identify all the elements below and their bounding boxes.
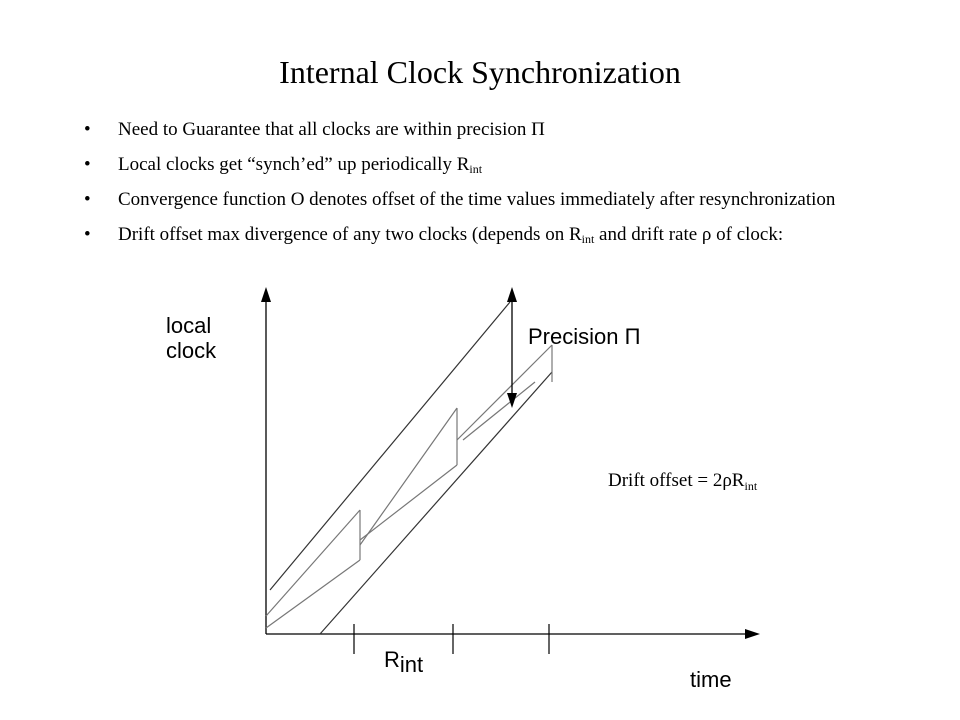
bullet-text: Drift offset max divergence of any two clocks (depends on R: [118, 224, 582, 245]
arrow-down-icon: [507, 393, 517, 408]
arrow-up-icon: [507, 287, 517, 302]
bullet-text: Local clocks get “synch’ed” up periodically R: [118, 154, 470, 175]
clock-trace-1: [266, 510, 360, 616]
bullet-marker: •: [84, 224, 91, 245]
drift-offset-main: Drift offset = 2ρR: [608, 470, 745, 491]
x-axis-label: time: [690, 667, 732, 692]
clock-trace-2: [266, 560, 360, 628]
bullet-subscript: int: [469, 162, 483, 176]
upper-bound-line: [270, 302, 510, 590]
bullet-marker: •: [84, 189, 91, 210]
bullet-text-after: and drift rate ρ of clock:: [594, 224, 784, 245]
bullet-marker: •: [84, 154, 91, 175]
y-axis-arrow-icon: [261, 287, 271, 302]
drift-offset-sub: int: [744, 479, 758, 493]
bullet-subscript: int: [581, 232, 595, 246]
clock-traces: [266, 345, 552, 628]
bullet-marker: •: [84, 119, 91, 140]
y-axis-label-line1: local: [166, 313, 212, 338]
bound-lines: [270, 302, 552, 634]
lower-bound-line: [320, 372, 552, 634]
rint-label-sub: int: [399, 652, 424, 677]
slide-title: Internal Clock Synchronization: [279, 54, 681, 90]
y-axis-label-line2: clock: [166, 338, 217, 363]
precision-label: Precision Π: [528, 324, 641, 349]
rint-label: [384, 647, 423, 677]
drift-offset-label: [608, 470, 758, 493]
x-axis-arrow-icon: [745, 629, 760, 639]
bullet-text: Convergence function Ο denotes offset of the time values immediately after resynchronization: [118, 189, 836, 210]
rint-label-main: R: [384, 647, 400, 672]
bullet-text: Need to Guarantee that all clocks are within precision Π: [118, 119, 545, 140]
